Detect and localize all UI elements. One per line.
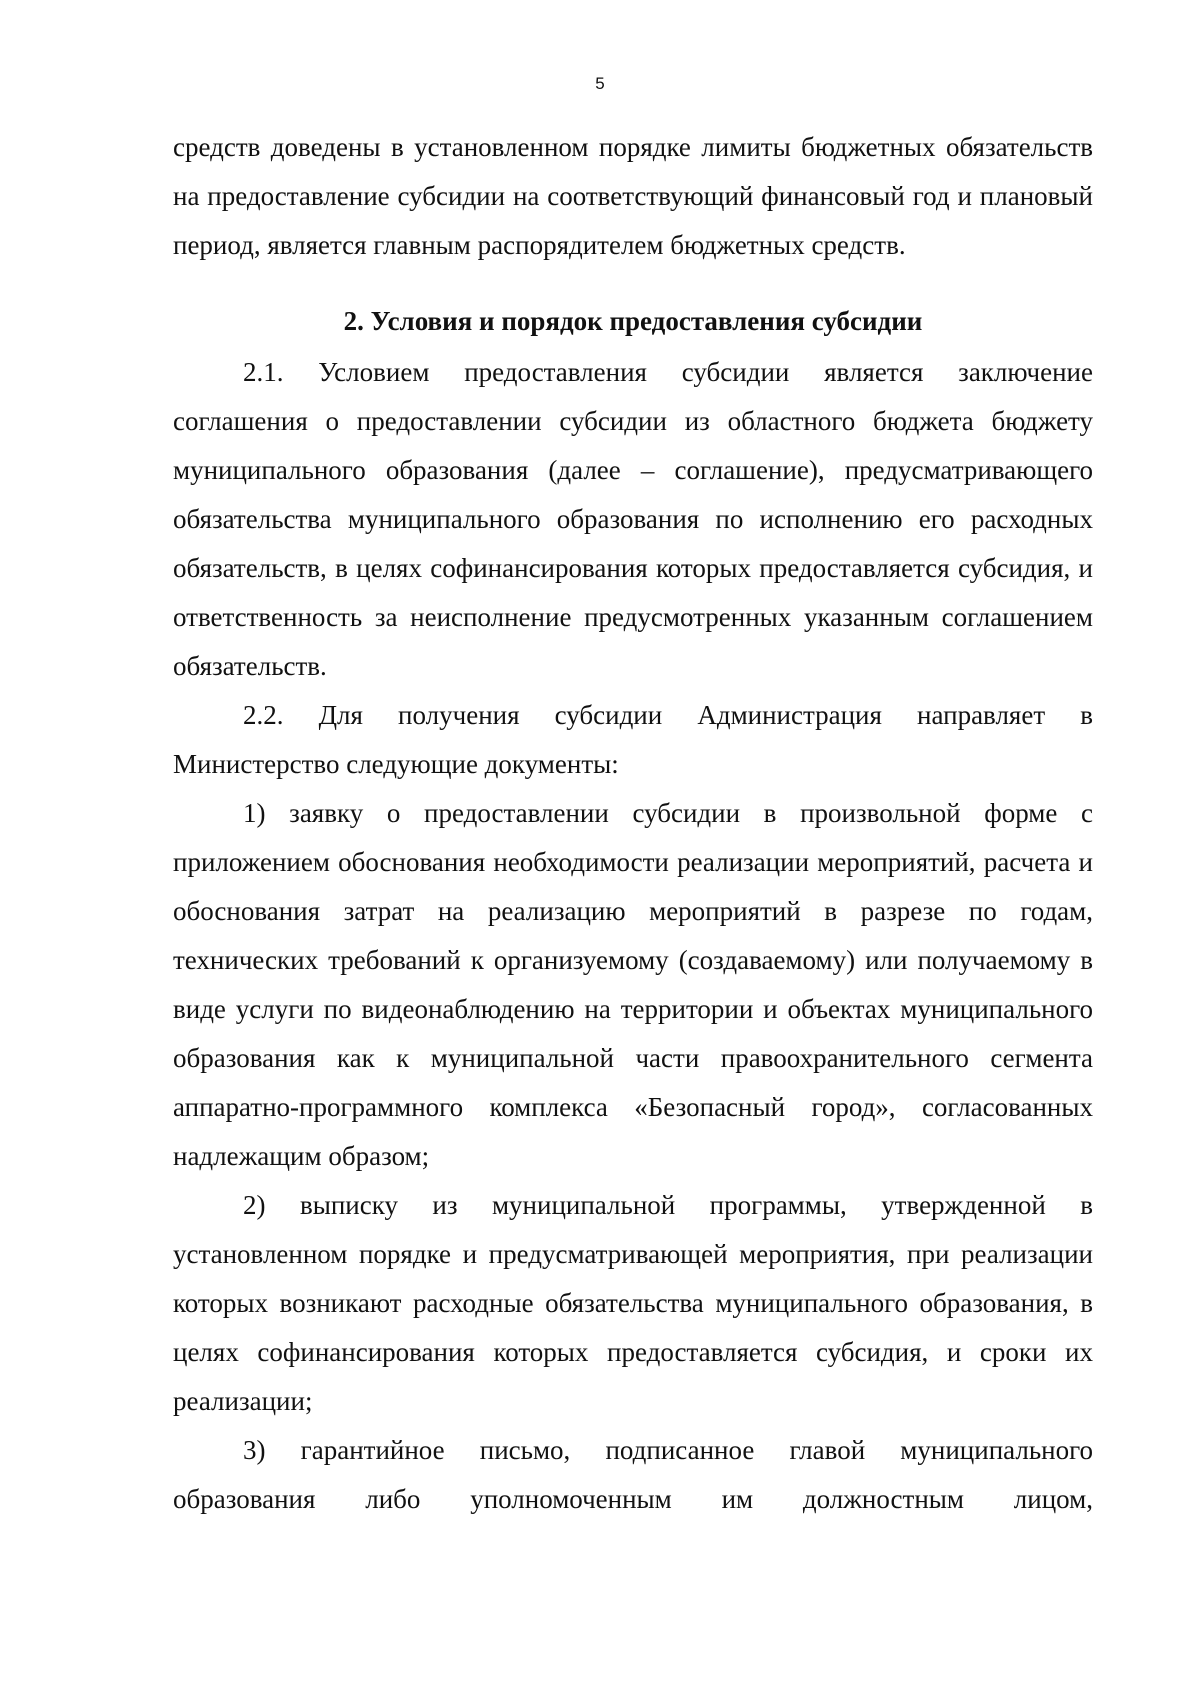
paragraph-2-2: 2.2. Для получения субсидии Администрация направляет в Министерство следующие документы:: [173, 700, 1093, 779]
list-item-3: 3) гарантийное письмо, подписанное главой муниципального образования либо уполномоченным им должностным лицом,: [173, 1435, 1093, 1514]
continuation-paragraph: средств доведены в установленном порядке лимиты бюджетных обязательств на предоставление субсидии на соответствующий финансовый год и плановый период, является главным распорядителем бюджетных средств.: [173, 132, 1093, 260]
paragraph-2-1: 2.1. Условием предоставления субсидии является заключение соглашения о предоставлении субсидии из областного бюджета бюджету муниципального образования (далее – соглашение), предусматривающего обязательства муниципального образования по исполнению его расходных обязательств, в целях софинансирования которых предоставляется субсидия, и ответственность за неисполнение предусмотренных указанным соглашением обязательств.: [173, 357, 1093, 681]
section-heading: 2. Условия и порядок предоставления субсидии: [343, 306, 923, 336]
list-item-2: 2) выписку из муниципальной программы, утвержденной в установленном порядке и предусматривающей мероприятия, при реализации которых возникают расходные обязательства муниципального образования, в целях софинансирования которых предоставляется субсидия, и сроки их реализации;: [173, 1190, 1093, 1416]
list-item-1: 1) заявку о предоставлении субсидии в произвольной форме с приложением обоснования необходимости реализации мероприятий, расчета и обоснования затрат на реализацию мероприятий в разрезе по годам, технических требований к организуемому (создаваемому) или получаемому в виде услуги по видеонаблюдению на территории и объектах муниципального образования как к муниципальной части правоохранительного сегмента аппаратно-программного комплекса «Безопасный город», согласованных надлежащим образом;: [173, 798, 1093, 1171]
document-body: [173, 123, 1093, 1524]
page-number: 5: [595, 74, 605, 93]
